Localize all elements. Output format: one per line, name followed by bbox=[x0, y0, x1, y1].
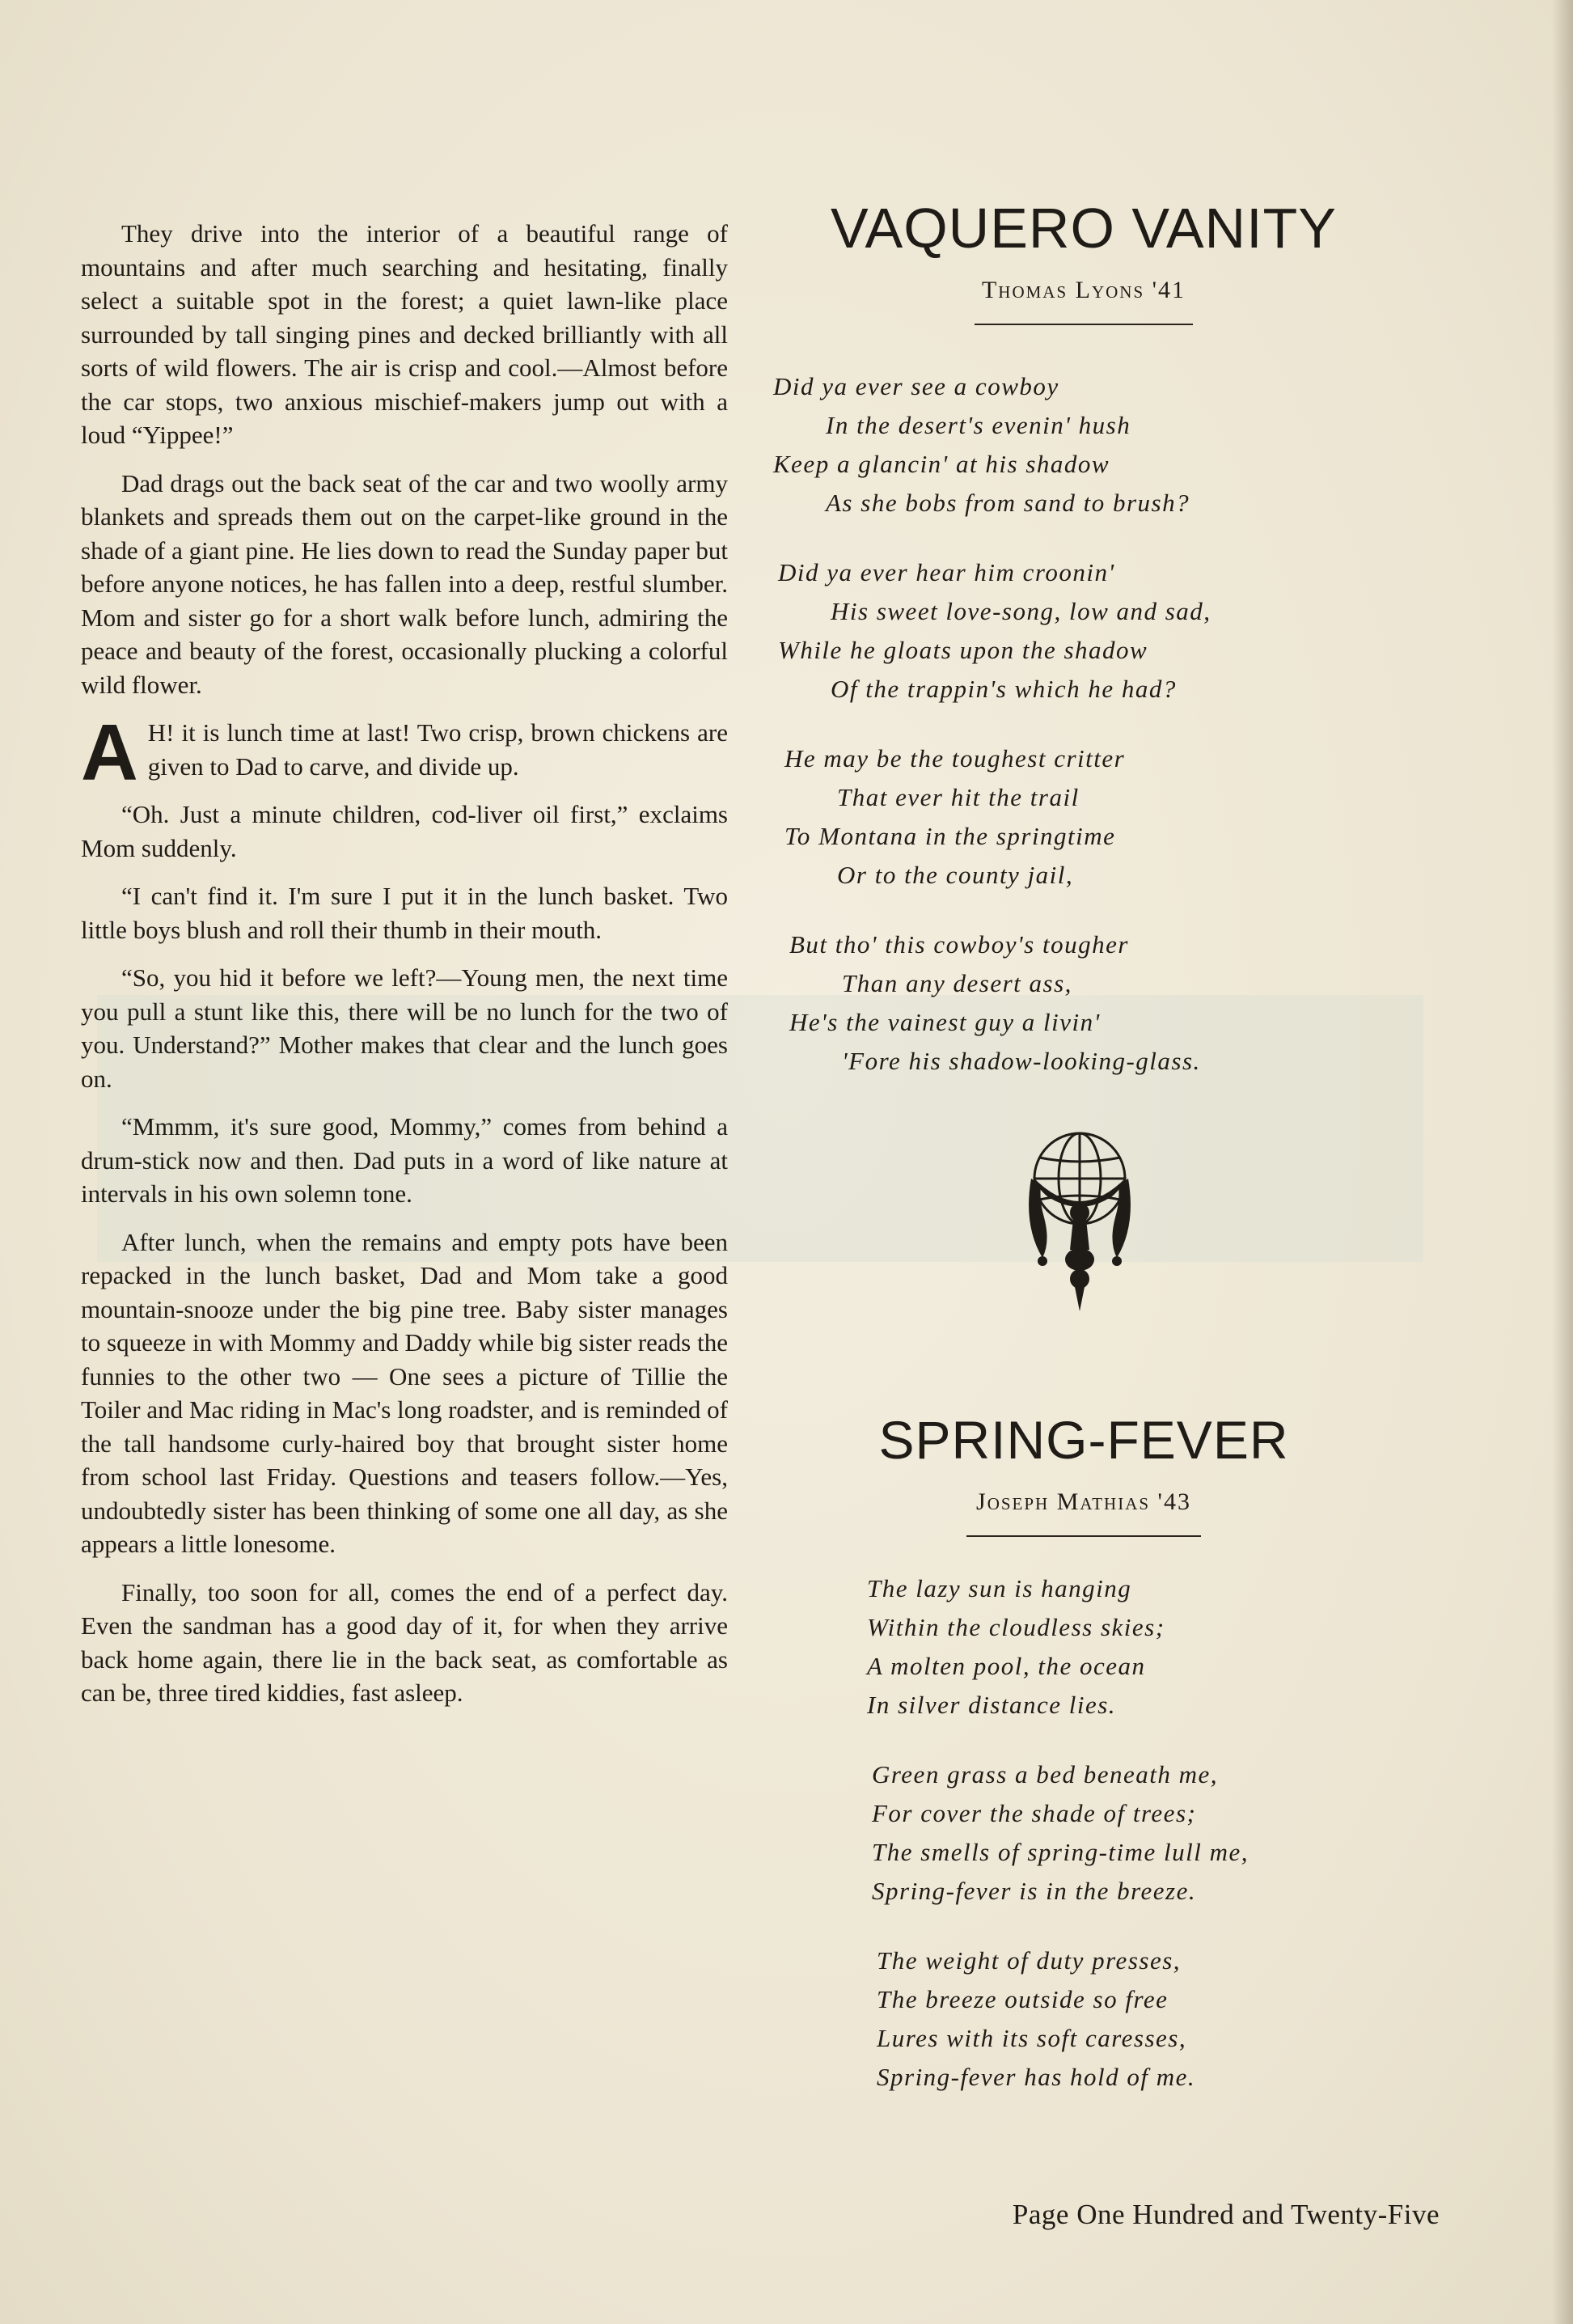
page-number: Page One Hundred and Twenty-Five bbox=[1012, 2199, 1440, 2230]
poem-line: 'Fore his shadow-looking-glass. bbox=[842, 1047, 1201, 1075]
poem-line: The breeze outside so free bbox=[877, 1985, 1169, 2013]
poem-line: Green grass a bed beneath me, bbox=[872, 1760, 1219, 1789]
poem-line: While he gloats upon the shadow bbox=[778, 636, 1148, 664]
poem-line: Did ya ever hear him croonin' bbox=[778, 558, 1115, 586]
poem-title: SPRING-FEVER bbox=[878, 1410, 1289, 1470]
poem-stanza bbox=[877, 1941, 1399, 2097]
poem-line: Lures with its soft caresses, bbox=[877, 2024, 1187, 2052]
poem-line: In silver distance lies. bbox=[867, 1691, 1117, 1719]
story-paragraph: “I can't find it. I'm sure I put it in the lunch basket. Two little boys blush and roll their thumb in their mouth. bbox=[81, 882, 728, 944]
page-edge-shadow bbox=[1552, 0, 1573, 2324]
poem-stanza bbox=[867, 1569, 1399, 1725]
poem-line: Within the cloudless skies; bbox=[867, 1613, 1165, 1641]
story-column bbox=[81, 217, 728, 1725]
poem-line: As she bobs from sand to brush? bbox=[826, 489, 1190, 517]
dropcap-letter: A bbox=[81, 708, 138, 797]
poem-line: He may be the toughest critter bbox=[784, 744, 1126, 773]
poem-stanza bbox=[872, 1755, 1399, 1911]
poem-stanza bbox=[773, 367, 1399, 523]
poem-line: Or to the county jail, bbox=[837, 861, 1074, 889]
poem-line: The smells of spring-time lull me, bbox=[872, 1838, 1250, 1866]
story-paragraph: “So, you hid it before we left?—Young men, the next time you pull a stunt like this, there will be no lunch for the two of you. Understand?” Mother makes that clear and the lunch goes on. bbox=[81, 963, 728, 1093]
story-paragraph: After lunch, when the remains and empty pots have been repacked in the lunch basket, Dad and Mom take a good mountain-snooze under the big pine tree. Baby sister manages to squeeze in with Mommy and Daddy while big sister reads the funnies to the other two — One sees a picture of Tillie the Toiler and Mac riding in Mac's long roadster, and is reminded of the tall handsome curly-haired boy that brought sister home from school last Friday. Questions and teasers follow.—Yes, undoubtedly sister has been thinking of some one all day, as she appears a little lonesome. bbox=[81, 1227, 728, 1558]
poem-line: Did ya ever see a cowboy bbox=[773, 372, 1059, 400]
poem-line: Spring-fever has hold of me. bbox=[877, 2063, 1196, 2091]
poem-line: To Montana in the springtime bbox=[784, 822, 1116, 850]
poem-line: Keep a glancin' at his shadow bbox=[773, 450, 1110, 478]
poem-line: He's the vainest guy a livin' bbox=[789, 1008, 1101, 1036]
poem-line: But tho' this cowboy's tougher bbox=[789, 930, 1129, 959]
story-paragraph: Finally, too soon for all, comes the end of a perfect day. Even the sandman has a good day of it, for when they arrive back home again, there lie in the back seat, as comfortable as can be, three tired kiddies, fast asleep. bbox=[81, 1577, 728, 1707]
poem-line: Spring-fever is in the breeze. bbox=[872, 1877, 1197, 1905]
story-paragraph: Dad drags out the back seat of the car and two woolly army blankets and spreads them out on the carpet-like ground in the shade of a giant pine. He lies down to read the Sunday paper but before anyone notices, he has fallen into a deep, restful slumber. Mom and sister go for a short walk before lunch, admiring the peace and beauty of the forest, occasionally plucking a colorful wild flower. bbox=[81, 468, 728, 699]
poem-line: Of the trappin's which he had? bbox=[831, 675, 1177, 703]
story-paragraph: “Oh. Just a minute children, cod-liver oil first,” exclaims Mom suddenly. bbox=[81, 800, 728, 862]
dropcap-paragraph bbox=[81, 708, 728, 797]
poem-line: In the desert's evenin' hush bbox=[826, 411, 1131, 439]
story-paragraph: They drive into the interior of a beautiful range of mountains and after much searching and hesitating, finally select a suitable spot in the forest; a quiet lawn-like place surrounded by tall singing pines and decked brilliantly with all sorts of wild flowers. The air is crisp and cool.—Almost before the car stops, two anxious mischief-makers jump out with a loud “Yippee!” bbox=[81, 219, 728, 449]
poem-line: A molten pool, the ocean bbox=[867, 1652, 1146, 1680]
poem-stanza bbox=[789, 925, 1399, 1081]
poem-line: The lazy sun is hanging bbox=[867, 1574, 1132, 1602]
poem-stanza bbox=[778, 553, 1399, 709]
globe-garland-ornament-icon bbox=[1015, 1128, 1144, 1314]
poem-line: For cover the shade of trees; bbox=[872, 1799, 1197, 1827]
poem-author: Thomas Lyons '41 bbox=[981, 277, 1186, 303]
poem-line: The weight of duty presses, bbox=[877, 1946, 1182, 1975]
poem-line: His sweet love-song, low and sad, bbox=[831, 597, 1211, 625]
poem-line: Than any desert ass, bbox=[842, 969, 1072, 997]
story-paragraph: “Mmmm, it's sure good, Mommy,” comes from behind a drum-stick now and then. Dad puts in a word of like nature at intervals in his own solemn tone. bbox=[81, 1112, 728, 1208]
poem-stanza bbox=[784, 739, 1399, 895]
poem-title: VAQUERO VANITY bbox=[831, 197, 1337, 260]
dropcap-paragraph-text: H! it is lunch time at last! Two crisp, brown chickens are given to Dad to carve, and divide up. bbox=[147, 718, 728, 781]
poem-author: Joseph Mathias '43 bbox=[976, 1488, 1191, 1515]
poem-line: That ever hit the trail bbox=[837, 783, 1080, 811]
